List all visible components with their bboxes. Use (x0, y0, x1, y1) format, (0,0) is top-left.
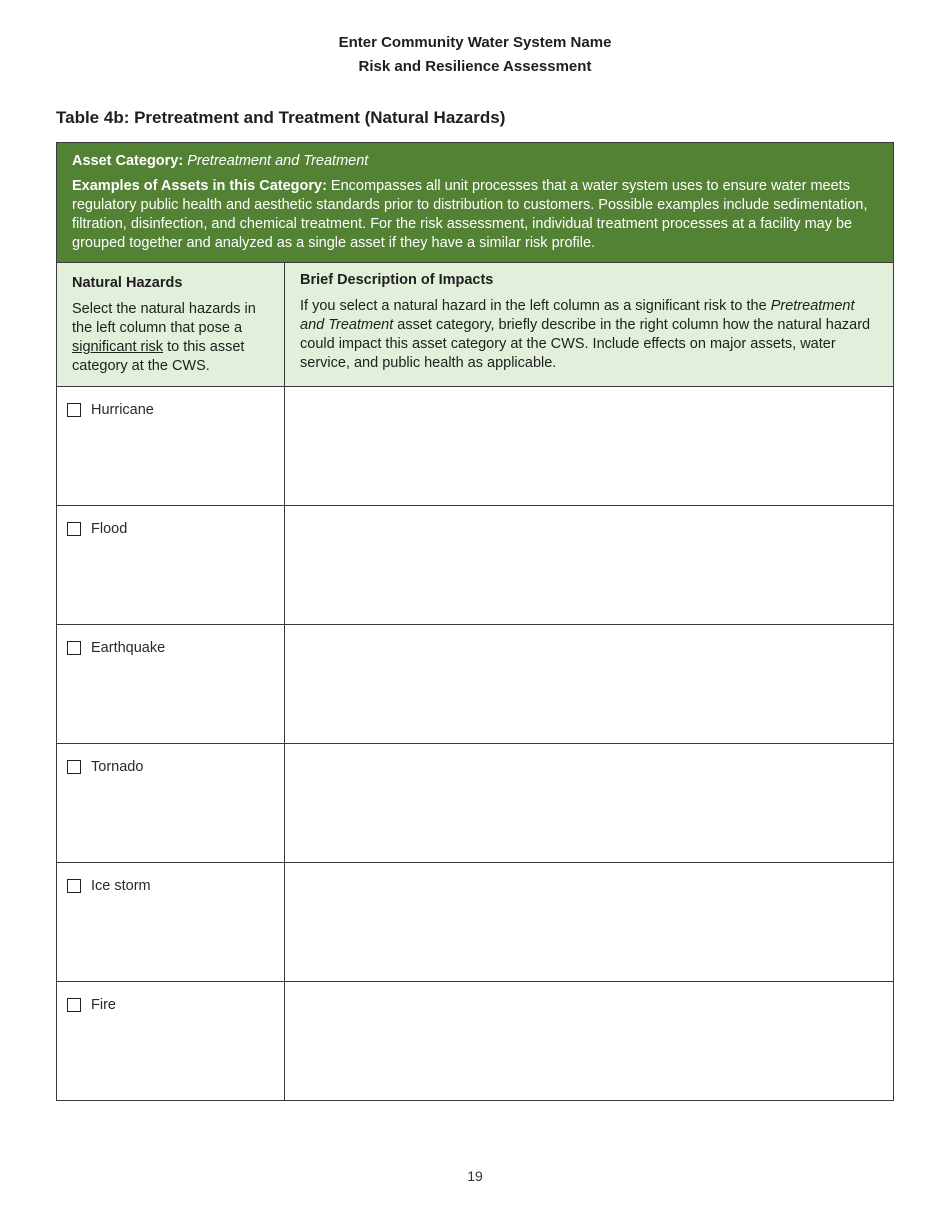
table-title: Table 4b: Pretreatment and Treatment (Natural Hazards) (56, 108, 506, 127)
instructions-text-before: Select the natural hazards in the left column that pose a (72, 301, 256, 336)
asset-category-value: Pretreatment and Treatment (187, 153, 369, 169)
hazard-cell (57, 982, 285, 1100)
hazard-label: Earthquake (91, 640, 166, 656)
natural-hazards-header (57, 263, 285, 386)
hazard-row-tornado (57, 744, 893, 863)
page-number: 19 (467, 1168, 483, 1184)
hazards-form-table (56, 142, 894, 1101)
hazard-row-earthquake (57, 625, 893, 744)
hazard-cell (57, 506, 285, 624)
earthquake-description-field[interactable] (285, 625, 893, 743)
natural-hazards-instructions (72, 300, 269, 376)
ice-storm-checkbox[interactable] (67, 879, 81, 893)
instructions-underlined: significant risk (72, 339, 164, 355)
hazard-cell (57, 625, 285, 743)
system-name: Enter Community Water System Name (338, 34, 612, 51)
hurricane-description-field[interactable] (285, 387, 893, 505)
hazard-label: Ice storm (91, 878, 151, 894)
tornado-description-field[interactable] (285, 744, 893, 862)
page-header (0, 34, 950, 76)
ice-storm-description-field[interactable] (285, 863, 893, 981)
asset-examples-text: Encompasses all unit processes that a water system uses to ensure water meets regulatory public health and aesthetic standards prior to distribution to customers. Possible examples include sedimentation, filtration, disinfection, and chemical treatment. For the risk assessment, individual treatment processes at a facility may be grouped together and analyzed as a single asset if they have a similar risk profile. (72, 178, 868, 251)
asset-category (72, 152, 878, 171)
hazard-label: Hurricane (91, 402, 154, 418)
hazard-label: Fire (91, 997, 116, 1013)
column-header-row (57, 263, 893, 387)
impacts-italic: Pretreatment and Treatment (300, 298, 855, 333)
tornado-checkbox[interactable] (67, 760, 81, 774)
hazard-cell (57, 863, 285, 981)
impacts-title: Brief Description of Impacts (300, 272, 494, 288)
flood-checkbox[interactable] (67, 522, 81, 536)
impacts-instructions (300, 297, 878, 373)
hazard-row-fire (57, 982, 893, 1100)
asset-category-banner (57, 143, 893, 263)
hazard-label: Flood (91, 521, 128, 537)
document-subtitle: Risk and Resilience Assessment (358, 58, 592, 75)
asset-examples-label: Examples of Assets in this Category: (72, 178, 327, 194)
impacts-header (285, 263, 893, 386)
flood-description-field[interactable] (285, 506, 893, 624)
hazard-cell (57, 387, 285, 505)
impacts-text-after: asset category, briefly describe in the right column how the natural hazard could impact this asset category at the CWS. Include effects on major assets, water service, and public health as applicable. (300, 317, 871, 371)
instructions-text-after: to this asset category at the CWS. (72, 339, 245, 374)
fire-description-field[interactable] (285, 982, 893, 1100)
earthquake-checkbox[interactable] (67, 641, 81, 655)
hurricane-checkbox[interactable] (67, 403, 81, 417)
hazard-cell (57, 744, 285, 862)
hazard-row-ice-storm (57, 863, 893, 982)
asset-examples (72, 177, 878, 253)
impacts-text-before: If you select a natural hazard in the left column as a significant risk to the (300, 298, 771, 314)
natural-hazards-title: Natural Hazards (72, 275, 183, 291)
asset-category-label: Asset Category: (72, 153, 184, 169)
hazard-row-hurricane (57, 387, 893, 506)
hazard-label: Tornado (91, 759, 144, 775)
hazard-row-flood (57, 506, 893, 625)
fire-checkbox[interactable] (67, 998, 81, 1012)
